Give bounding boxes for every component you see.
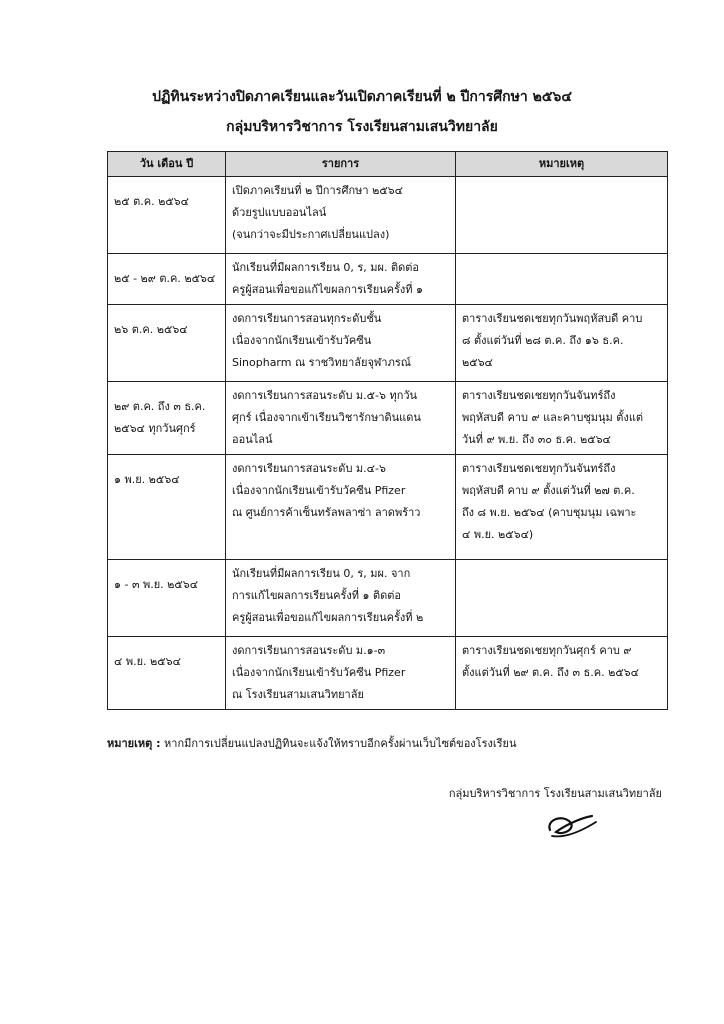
row-date-line: ๑ - ๓ พ.ย. ๒๕๖๔: [114, 578, 199, 591]
table-row: [108, 455, 668, 560]
row-item-line: นักเรียนที่มีผลการเรียน 0, ร, มผ. ติดต่อ: [232, 261, 419, 274]
table-row: [108, 382, 668, 455]
table-row: [108, 254, 668, 305]
row-item-line: นักเรียนที่มีผลการเรียน 0, ร, มผ. จาก: [232, 567, 411, 580]
row-item: [226, 382, 456, 455]
row-item-line: ณ ศูนย์การค้าเซ็นทรัลพลาซ่า ลาดพร้าว: [232, 506, 421, 519]
row-item-line: งดการเรียนการสอนระดับ ม.๕-๖ ทุกวัน: [232, 389, 418, 402]
row-date-line: ๒๙ ต.ค. ถึง ๓ ธ.ค.: [114, 400, 206, 413]
row-item: [226, 560, 456, 637]
row-item: [226, 455, 456, 560]
row-remark-line: ๔ พ.ย. ๒๕๖๔): [462, 528, 534, 541]
row-date: [108, 637, 226, 710]
footnote-label: หมายเหตุ :: [107, 737, 161, 750]
row-remark: [456, 560, 668, 637]
row-date: [108, 560, 226, 637]
row-item-line: Sinopharm ณ ราชวิทยาลัยจุฬาภรณ์: [232, 356, 411, 369]
header-remark: หมายเหตุ: [456, 152, 668, 177]
row-item-line: ครูผู้สอนเพื่อขอแก้ไขผลการเรียนครั้งที่ ๒: [232, 611, 424, 624]
document-title: ปฏิทินระหว่างปิดภาคเรียนและวันเปิดภาคเรียนที่ ๒ ปีการศึกษา ๒๕๖๔: [152, 89, 572, 105]
row-date: [108, 177, 226, 254]
handwritten-signature: [540, 808, 600, 844]
row-item-line: เนื่องจากนักเรียนเข้ารับวัคซีน Pfizer: [232, 484, 406, 497]
row-item-line: เนื่องจากนักเรียนเข้ารับวัคซีน Pfizer: [232, 666, 406, 679]
row-date: [108, 382, 226, 455]
table-row: [108, 177, 668, 254]
footnote: [107, 735, 517, 753]
row-item: [226, 637, 456, 710]
header-item: รายการ: [226, 152, 456, 177]
row-remark: [456, 254, 668, 305]
row-item-line: เปิดภาคเรียนที่ ๒ ปีการศึกษา ๒๕๖๔: [232, 184, 403, 197]
row-remark-line: ๘ ตั้งแต่วันที่ ๒๘ ต.ค. ถึง ๑๖ ธ.ค.: [462, 334, 624, 347]
row-date: [108, 305, 226, 382]
row-item-line: ด้วยรูปแบบออนไลน์: [232, 206, 327, 219]
schedule-body: [108, 177, 668, 710]
row-date-line: ๒๕ ต.ค. ๒๕๖๔: [114, 195, 189, 208]
table-row: [108, 637, 668, 710]
row-date-line: ๒๕ - ๒๙ ต.ค. ๒๕๖๔: [114, 272, 216, 285]
row-item-line: งดการเรียนการสอนทุกระดับชั้น: [232, 312, 382, 325]
row-item-line: (จนกว่าจะมีประกาศเปลี่ยนแปลง): [232, 228, 390, 241]
document-subtitle: กลุ่มบริหารวิชาการ โรงเรียนสามเสนวิทยาลัย: [226, 119, 498, 135]
row-item-line: เนื่องจากนักเรียนเข้ารับวัคซีน: [232, 334, 372, 347]
row-remark-line: ตารางเรียนชดเชยทุกวันจันทร์ถึง: [462, 462, 616, 475]
row-item-line: งดการเรียนการสอนระดับ ม.๑-๓: [232, 644, 386, 657]
row-item-line: ณ โรงเรียนสามเสนวิทยาลัย: [232, 688, 364, 701]
header-date: วัน เดือน ปี: [108, 152, 226, 177]
row-date-line: ๒๖ ต.ค. ๒๕๖๔: [114, 323, 188, 336]
row-date-line: ๑ พ.ย. ๒๕๖๔: [114, 473, 180, 486]
row-remark-line: ตารางเรียนชดเชยทุกวันศุกร์ คาบ ๙: [462, 644, 632, 657]
row-remark: [456, 637, 668, 710]
row-date-line: ๒๕๖๔ ทุกวันศุกร์: [114, 422, 196, 435]
row-remark-line: ตั้งแต่วันที่ ๒๙ ต.ค. ถึง ๓ ธ.ค. ๒๕๖๔: [462, 666, 639, 679]
row-item: [226, 305, 456, 382]
row-item-line: ศุกร์ เนื่องจากเข้าเรียนวิชารักษาดินแดน: [232, 411, 421, 424]
row-item-line: การแก้ไขผลการเรียนครั้งที่ ๑ ติดต่อ: [232, 589, 402, 602]
row-item-line: งดการเรียนการสอนระดับ ม.๔-๖: [232, 462, 386, 475]
row-remark-line: พฤหัสบดี คาบ ๙ และคาบชุมนุม ตั้งแต่: [462, 411, 644, 424]
footnote-text: หากมีการเปลี่ยนแปลงปฏิทินจะแจ้งให้ทราบอีกครั้งผ่านเว็บไซต์ของโรงเรียน: [160, 737, 517, 750]
row-item-line: ครูผู้สอนเพื่อขอแก้ไขผลการเรียนครั้งที่ ๑: [232, 283, 424, 296]
row-remark: [456, 382, 668, 455]
row-date: [108, 455, 226, 560]
signature-organization: กลุ่มบริหารวิชาการ โรงเรียนสามเสนวิทยาลัย: [448, 787, 662, 800]
table-row: [108, 305, 668, 382]
row-date-line: ๔ พ.ย. ๒๕๖๔: [114, 655, 181, 668]
row-item-line: ออนไลน์: [232, 433, 273, 446]
row-date: [108, 254, 226, 305]
row-remark-line: ถึง ๘ พ.ย. ๒๕๖๔ (คาบชุมนุม เฉพาะ: [462, 506, 637, 519]
row-remark-line: ตารางเรียนชดเชยทุกวันพฤหัสบดี คาบ: [462, 312, 643, 325]
row-item: [226, 254, 456, 305]
table-header-row: [108, 152, 668, 177]
row-remark: [456, 177, 668, 254]
schedule-table: [107, 151, 668, 710]
row-item: [226, 177, 456, 254]
table-row: [108, 560, 668, 637]
row-remark-line: ๒๕๖๔: [462, 356, 493, 369]
row-remark-line: วันที่ ๙ พ.ย. ถึง ๓๐ ธ.ค. ๒๕๖๔: [462, 433, 611, 446]
row-remark: [456, 305, 668, 382]
row-remark-line: ตารางเรียนชดเชยทุกวันจันทร์ถึง: [462, 389, 616, 402]
row-remark: [456, 455, 668, 560]
row-remark-line: พฤหัสบดี คาบ ๙ ตั้งแต่วันที่ ๒๗ ต.ค.: [462, 484, 635, 497]
